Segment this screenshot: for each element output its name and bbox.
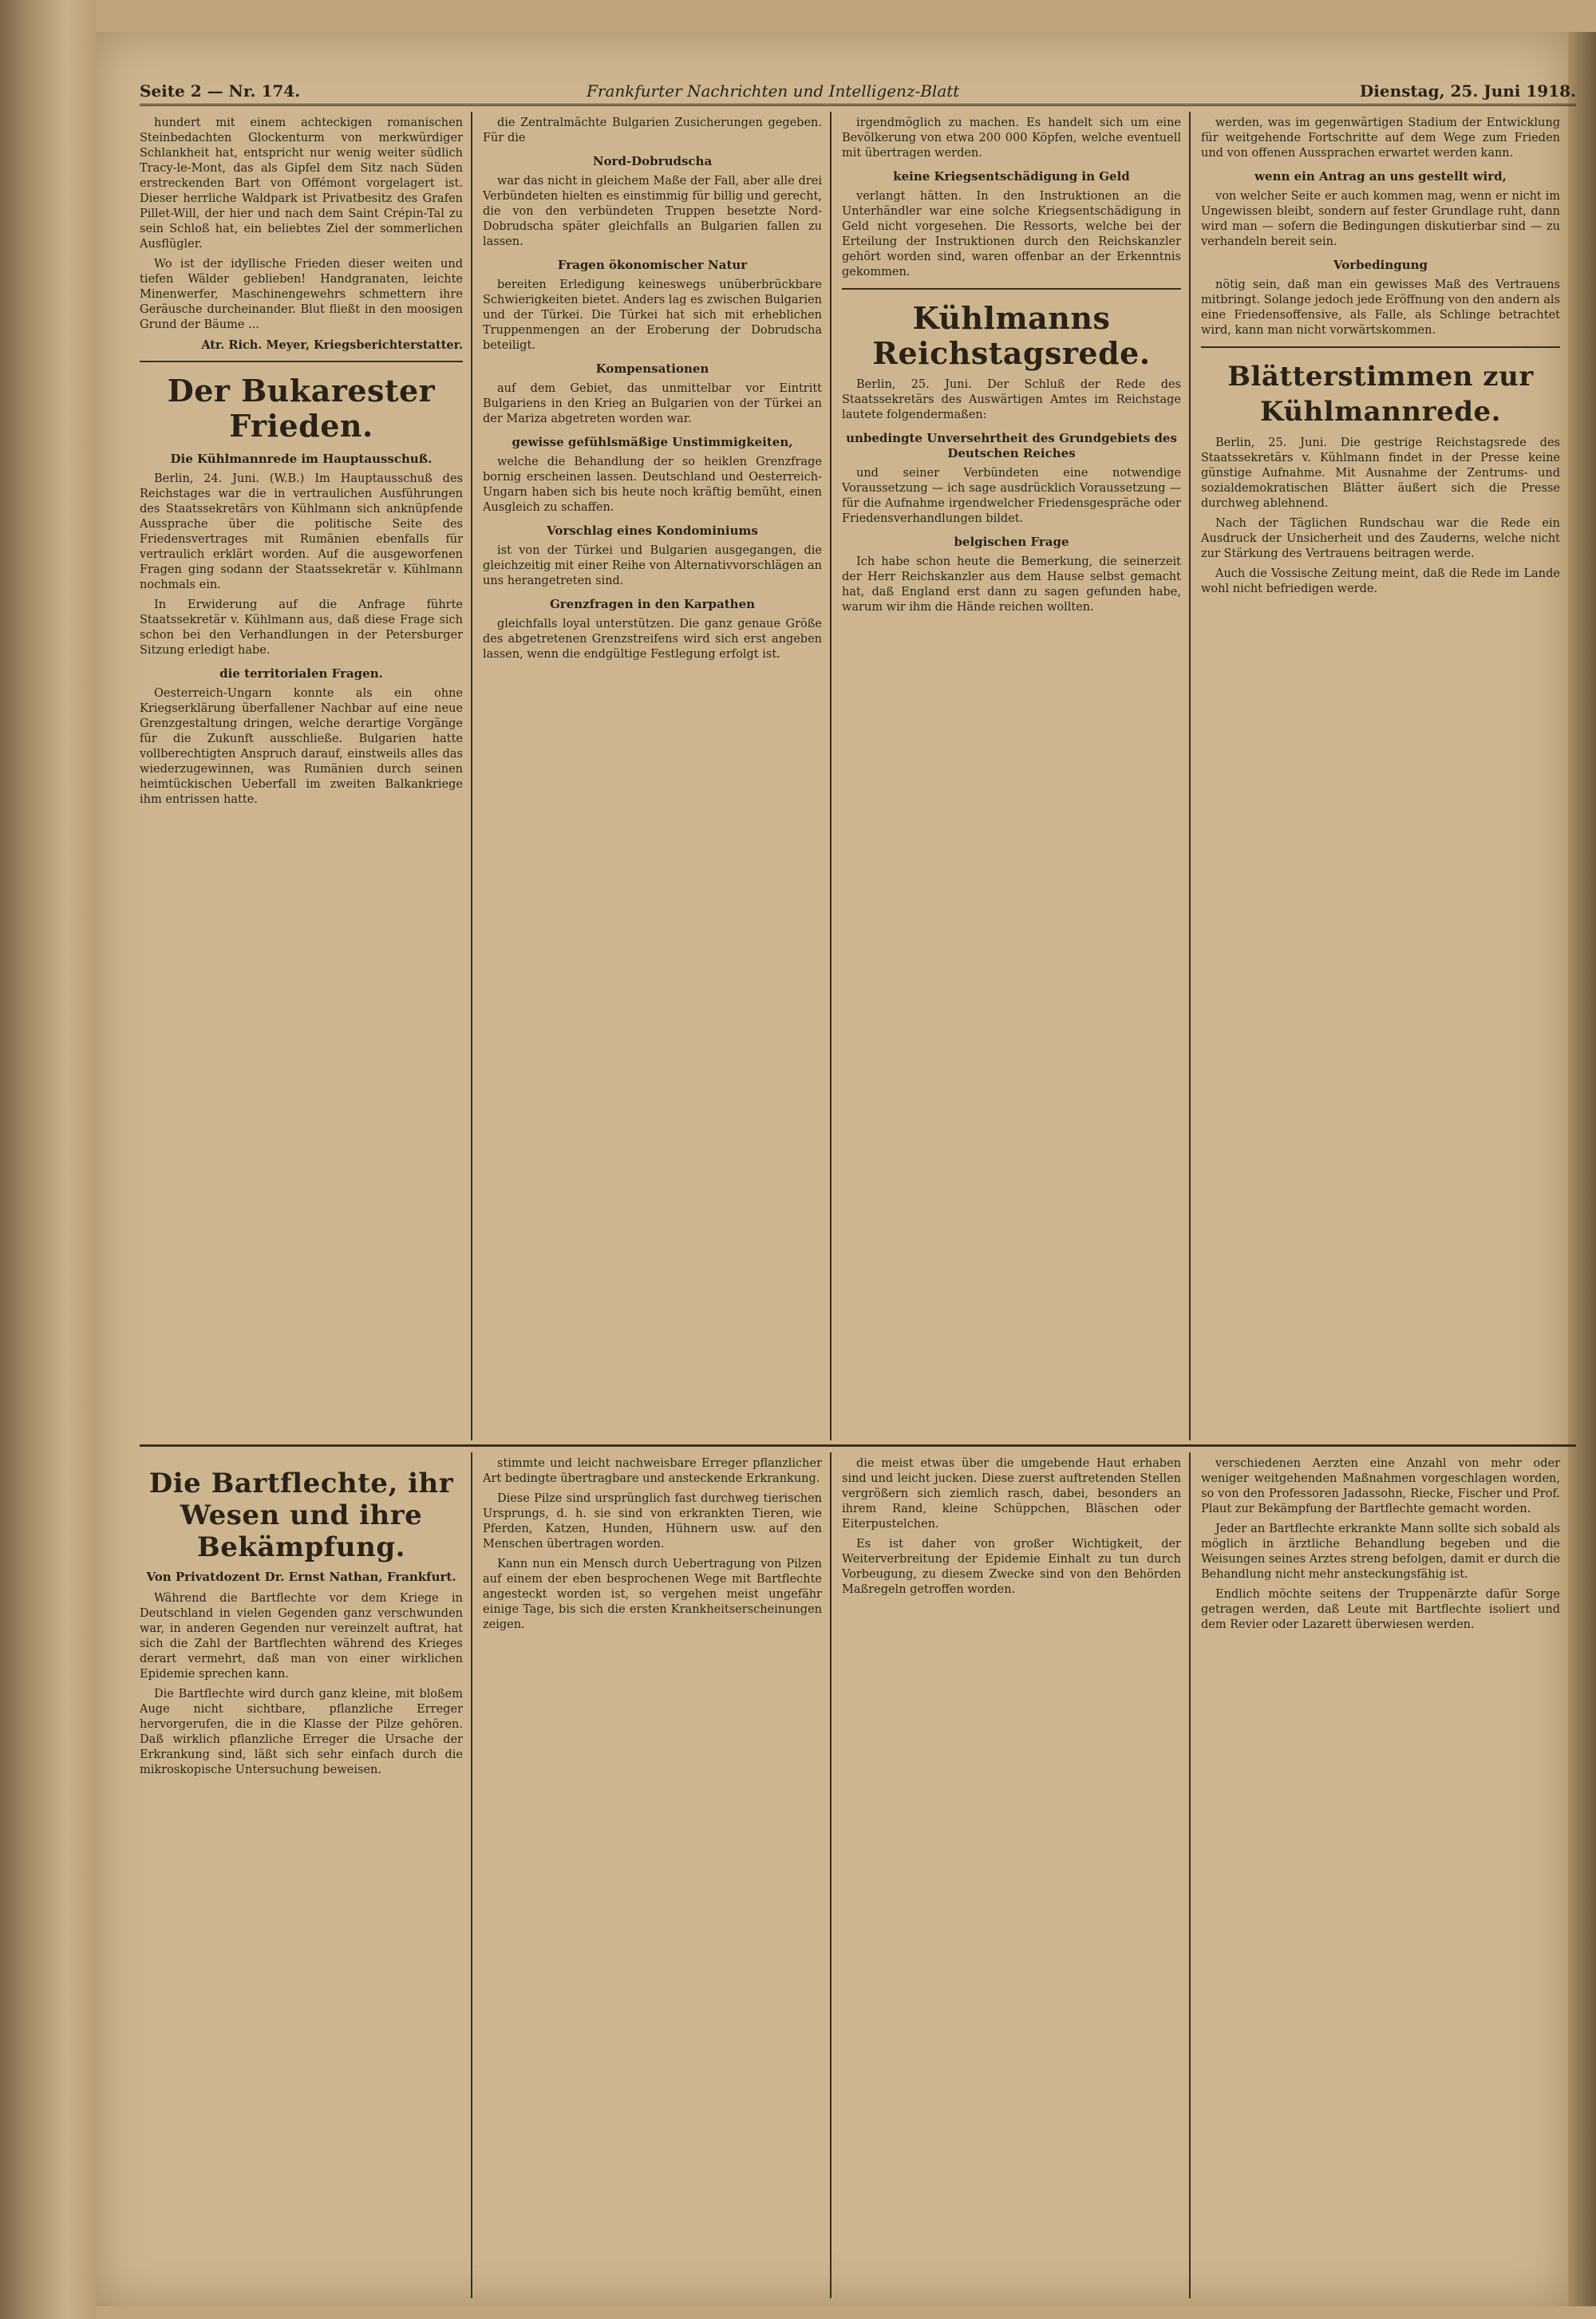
article-text: Auch die Vossische Zeitung meint, daß die Rede im Lande wohl nicht befriedigen werde. — [1201, 567, 1560, 595]
section-subhead: Grenzfragen in den Karpathen — [549, 597, 756, 611]
page-header — [140, 80, 1576, 106]
section-rule — [140, 1444, 1576, 1447]
newspaper-page — [96, 32, 1576, 2306]
article-headline: Kühlmanns Reichstagsrede. — [872, 300, 1151, 371]
article-text: gleichfalls loyal unterstützen. Die ganz genaue Größe des abgetretenen Grenzstreifens wird sich erst angeben lassen, wenn die endgültige Festlegung erfolgt ist. — [483, 618, 822, 661]
divider — [140, 361, 463, 362]
article-text: Berlin, 25. Juni. Die gestrige Reichstagsrede des Staatssekretärs v. Kühlmann findet in der Presse keine günstige Aufnahme. Mit Ausnahme der Zentrums- und sozialdemokratischen Blätter äußert sich die Presse durchweg ablehnend. — [1201, 437, 1560, 510]
column-rule — [830, 1452, 832, 2298]
header-masthead: Frankfurter Nachrichten und Intelligenz-Blatt — [587, 81, 960, 101]
article-text: Jeder an Bartflechte erkrankte Mann sollte sich sobald als möglich in ärztliche Behandlung begeben und die Weisungen seines Arztes streng befolgen, damit er durch die Behandlung nicht mehr ansteckungsfähig ist. — [1201, 1523, 1560, 1581]
article-text: Während die Bartflechte vor dem Kriege in Deutschland in vielen Gegenden ganz verschwunden war, in anderen Gegenden nur vereinzelt auftrat, hat sich die Zahl der Bartflechten während des Krieges derart vermehrt, daß man von einer wirklichen Epidemie sprechen kann. — [140, 1592, 463, 1681]
article-text: In Erwiderung auf die Anfrage führte Staatssekretär v. Kühlmann aus, daß diese Frage sich schon bei den Verhandlungen in der Petersburger Sitzung erledigt habe. — [140, 599, 463, 657]
column-4 — [1201, 116, 1560, 1440]
section-subhead: die territorialen Fragen. — [219, 666, 383, 681]
article-text: irgendmöglich zu machen. Es handelt sich um eine Bevölkerung von etwa 200 000 Köpfen, welche eventuell mit übertragen werden. — [842, 117, 1181, 160]
divider — [1201, 346, 1560, 348]
article-text: bereiten Erledigung keineswegs unüberbrückbare Schwierigkeiten bietet. Anders lag es zwischen Bulgarien und der Türkei. Die Türkei hat sich mit erheblichen Truppenmengen an der Eroberung der Dobrudscha beteiligt. — [483, 279, 822, 352]
section-subhead: Vorbedingung — [1333, 258, 1428, 272]
article-text: hundert mit einem achteckigen romanischen Steinbedachten Glockenturm von merkwürdiger Schlankheit hat, entspricht nur wenig weiter südlich Tracy-le-Mont, das als Gipfel dem Sitz nach Süden erstreckenden Bart von Offémont vorgelagert ist. Dieser herrliche Waldpark ist Privatbesitz des Grafen Pillet-Will, der hier und nach dem Saint Crépin-Tal zu sein Schloß hat, ein beliebtes Ziel der sommerlichen Ausflügler. — [140, 117, 463, 251]
lower-column-2 — [483, 1456, 822, 2294]
section-subhead: unbedingte Unversehrtheit des Grundgebiets des Deutschen Reiches — [846, 431, 1177, 460]
section-subhead: wenn ein Antrag an uns gestellt wird, — [1254, 169, 1507, 184]
section-subhead: belgischen Frage — [954, 535, 1069, 549]
article-text: die meist etwas über die umgebende Haut erhaben sind und leicht jucken. Diese zuerst auftretenden Stellen vergrößern sich ziemlich rasch, dabei, besonders an ihrem Rand, kleine Schüppchen, Bläschen oder Eiterpustelchen. — [842, 1457, 1181, 1531]
article-text: und seiner Verbündeten eine notwendige Voraussetzung — ich sage ausdrücklich Voraussetzung — für die Aufnahme irgendwelcher Friedensgespräche oder Friedensverhandlungen bildet. — [842, 467, 1181, 525]
header-date: Dienstag, 25. Juni 1918. — [1359, 81, 1576, 101]
section-subhead: gewisse gefühlsmäßige Unstimmigkeiten, — [512, 435, 793, 449]
article-headline: Die Bartflechte, ihr Wesen und ihre Bekämpfung. — [148, 1468, 454, 1563]
column-rule — [1189, 112, 1191, 1440]
article-text: stimmte und leicht nachweisbare Erreger pflanzlicher Art bedingte übertragbare und ansteckende Erkrankung. — [483, 1457, 822, 1485]
article-text: nötig sein, daß man ein gewisses Maß des Vertrauens mitbringt. Solange jedoch jede Eröffnung von den andern als eine Friedensoffensive, als Falle, als Schlinge betrachtet wird, kann man nicht vorwärtskommen. — [1201, 279, 1560, 337]
article-text: Endlich möchte seitens der Truppenärzte dafür Sorge getragen werden, daß Leute mit Bartflechte isoliert und dem Revier oder Lazarett überwiesen werden. — [1201, 1588, 1560, 1631]
column-rule — [471, 1452, 472, 2298]
column-rule — [471, 112, 472, 1440]
header-page-number: Seite 2 — Nr. 174. — [140, 81, 301, 101]
book-binding — [0, 0, 96, 2319]
lower-column-1 — [140, 1456, 463, 2294]
article-text: Oesterreich-Ungarn konnte als ein ohne Kriegserklärung überfallener Nachbar auf eine neue Grenzgestaltung dringen, welche derartige Vorgänge für die Zukunft ausschließe. Bulgarien hatte vollberechtigten Anspruch darauf, einstweils alles das wiederzugewinnen, was Rumänien durch seinen heimtückischen Ueberfall im zweiten Balkankriege ihm entrissen hatte. — [140, 687, 463, 806]
article-subhead: Die Kühlmannrede im Hauptausschuß. — [170, 452, 433, 466]
section-subhead: Kompensationen — [595, 361, 709, 376]
article-text: werden, was im gegenwärtigen Stadium der Entwicklung für weitgehende Fortschritte auf dem Wege zum Frieden und von offenen Aussprachen erwartet werden kann. — [1201, 117, 1560, 160]
article-text: Die Bartflechte wird durch ganz kleine, mit bloßem Auge nicht sichtbare, pflanzliche Erreger hervorgerufen, die in die Klasse der Pilze gehören. Daß wirklich pflanzliche Erreger die Ursache der Erkrankung sind, läßt sich sehr einfach durch die mikroskopische Untersuchung beweisen. — [140, 1688, 463, 1776]
article-text: ist von der Türkei und Bulgarien ausgegangen, die gleichzeitig mit einer Reihe von Alternativvorschlägen an uns herangetreten sind. — [483, 544, 822, 587]
lower-column-3 — [842, 1456, 1181, 2294]
article-text: welche die Behandlung der so heiklen Grenzfrage bornig erscheinen lassen. Deutschland und Oesterreich-Ungarn haben sich bis heute noch kräftig bemüht, einen Ausgleich zu schaffen. — [483, 456, 822, 514]
section-subhead: Vorschlag eines Kondominiums — [547, 523, 758, 538]
column-3 — [842, 116, 1181, 1440]
article-text: auf dem Gebiet, das unmittelbar vor Eintritt Bulgariens in den Krieg an Bulgarien von der Türkei an der Mariza abgetreten worden war. — [483, 382, 822, 425]
article-text: Es ist daher von großer Wichtigkeit, der Weiterverbreitung der Epidemie Einhalt zu tun durch Vorbeugung, zu diesem Zwecke sind von den Behörden Maßregeln getroffen worden. — [842, 1538, 1181, 1596]
page-edge — [1568, 32, 1596, 2306]
article-text: verschiedenen Aerzten eine Anzahl von mehr oder weniger weitgehenden Maßnahmen vorgeschlagen worden, so von den Professoren Jadassohn, Riecke, Fischer und Prof. Plaut zur Bekämpfung der Bartflechte gemacht worden. — [1201, 1457, 1560, 1515]
article-text: von welcher Seite er auch kommen mag, wenn er nicht im Ungewissen bleibt, sondern auf fester Grundlage ruht, dann wird man — sofern die Bedingungen diskutierbar sind — zu verhandeln bereit sein. — [1201, 190, 1560, 248]
divider — [842, 288, 1181, 290]
article-text: Berlin, 25. Juni. Der Schluß der Rede des Staatssekretärs des Auswärtigen Amtes im Reichstage lautete folgendermaßen: — [842, 378, 1181, 421]
article-text: die Zentralmächte Bulgarien Zusicherungen gegeben. Für die — [483, 117, 822, 144]
section-subhead: keine Kriegsentschädigung in Geld — [893, 169, 1130, 184]
column-2 — [483, 116, 822, 1440]
article-text: Wo ist der idyllische Frieden dieser weiten und tiefen Wälder geblieben! Handgranaten, leichte Minenwerfer, Maschinengewehrs schmettern ihre Geräusche durcheinander. Blut fließt in den moosigen Grund der Bäume ... — [140, 258, 463, 331]
section-subhead: Nord-Dobrudscha — [592, 154, 713, 168]
column-1 — [140, 116, 463, 1440]
article-text: Nach der Täglichen Rundschau war die Rede ein Ausdruck der Unsicherheit und des Zauderns, welche nicht zur Stärkung des Vertrauens beitragen werde. — [1201, 517, 1560, 560]
lower-column-4 — [1201, 1456, 1560, 2294]
author-signature: Atr. Rich. Meyer, Kriegsberichterstatter. — [201, 338, 463, 352]
column-rule — [830, 112, 832, 1440]
article-headline: Blätterstimmen zur Kühlmannrede. — [1227, 361, 1534, 428]
article-text: Kann nun ein Mensch durch Uebertragung von Pilzen auf einem der eben besprochenen Wege mit Bartflechte angesteckt worden ist, so vergehen meist ungefähr einige Tage, bis sich die ersten Krankheitserscheinungen zeigen. — [483, 1558, 822, 1631]
article-text: Ich habe schon heute die Bemerkung, die seinerzeit der Herr Reichskanzler aus dem Hause selbst gemacht hat, daß England erst dann zu sagen gefunden habe, warum wir ihm die Hände reichen wollten. — [842, 555, 1181, 614]
section-subhead: Fragen ökonomischer Natur — [557, 258, 748, 272]
article-text: Diese Pilze sind ursprünglich fast durchweg tierischen Ursprungs, d. h. sie sind von erkrankten Tieren, wie Pferden, Katzen, Hunden, Hühnern usw. auf den Menschen übertragen worden. — [483, 1492, 822, 1551]
article-headline: Der Bukarester Frieden. — [167, 373, 436, 444]
column-rule — [1189, 1452, 1191, 2298]
article-text: Berlin, 24. Juni. (W.B.) Im Hauptausschuß des Reichstages war die in vertraulichen Ausführungen des Staatssekretärs von Kühlmann sich anknüpfende Aussprache über die politische Seite des Friedensvertrages mit Rumänien ebenfalls für vertraulich erklärt worden. Auf die ausgeworfenen Fragen ging sodann der Staatssekretär v. Kühlmann nochmals ein. — [140, 472, 463, 591]
article-byline: Von Privatdozent Dr. Ernst Nathan, Frankfurt. — [146, 1570, 456, 1584]
article-text: war das nicht in gleichem Maße der Fall, aber alle drei Verbündeten hielten es einstimmig für billig und gerecht, die von den verbündeten Truppen besetzte Nord-Dobrudscha später gleichfalls an Bulgarien fallen zu lassen. — [483, 175, 822, 248]
article-text: verlangt hätten. In den Instruktionen an die Unterhändler war eine solche Kriegsentschädigung in Geld nicht vorgesehen. Die Ressorts, welche bei der Erteilung der Instruktionen durch den Reichskanzler gehört worden sind, waren offenbar an der Erkenntnis gekommen. — [842, 190, 1181, 279]
